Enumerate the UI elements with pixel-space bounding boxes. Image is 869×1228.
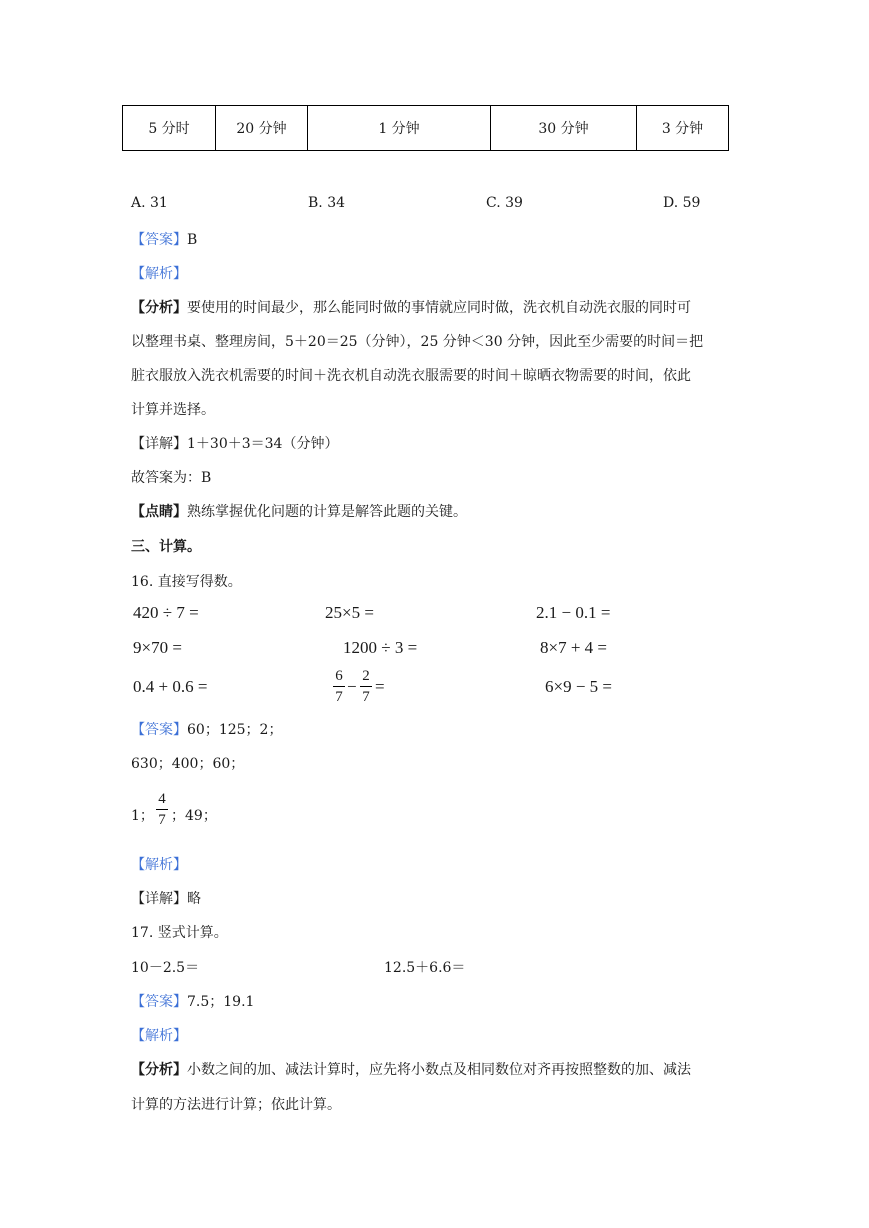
analysis-text <box>131 297 691 317</box>
question-16-title: 16. 直接写得数。 <box>131 574 242 590</box>
table-cell: 5 分时 <box>123 106 216 151</box>
fraction-bar <box>156 809 168 810</box>
equals-sign: = <box>375 677 385 696</box>
analysis-text: 以整理书桌、整理房间，5＋20＝25（分钟），25 分钟＜30 分钟，因此至少需要的时间＝把 <box>131 334 704 350</box>
math-expression: 25×5 = <box>325 603 374 622</box>
table-cell: 3 分钟 <box>637 106 729 151</box>
option-d: D. 59 <box>663 195 701 211</box>
fraction-denominator: 7 <box>362 689 370 705</box>
fraction-denominator: 7 <box>335 689 343 705</box>
analysis-tag: 【解析】 <box>131 857 187 873</box>
table-row <box>123 106 729 151</box>
answer-line <box>131 229 197 249</box>
detail-text: 略 <box>187 891 201 907</box>
fenxi-tag: 【分析】 <box>131 1062 187 1078</box>
answer-value: B <box>187 232 198 248</box>
answer-line <box>131 719 282 739</box>
conclusion-line: 故答案为：B <box>131 470 212 486</box>
math-expression: 12.5＋6.6＝ <box>384 960 466 976</box>
answer-value: 7.5；19.1 <box>187 994 255 1010</box>
table-cell: 20 分钟 <box>216 106 308 151</box>
analysis-text: 脏衣服放入洗衣机需要的时间＋洗衣机自动洗衣服需要的时间＋晾晒衣物需要的时间，依此 <box>131 368 691 384</box>
fraction-numerator: 6 <box>335 668 343 684</box>
answer-line <box>131 991 254 1011</box>
detail-line <box>131 888 201 908</box>
section-title: 三、计算。 <box>131 539 201 555</box>
math-expression: 1200 ÷ 3 = <box>343 638 418 657</box>
fraction-numerator: 4 <box>158 791 166 807</box>
option-c: C. 39 <box>486 195 523 211</box>
fraction <box>360 667 372 706</box>
detail-tag: 【详解】 <box>131 436 187 452</box>
analysis-text <box>131 1059 691 1079</box>
option-b: B. 34 <box>308 195 346 211</box>
answer-tag: 【答案】 <box>131 232 187 248</box>
fenxi-text: 要使用的时间最少，那么能同时做的事情就应同时做，洗衣机自动洗衣服的同时可 <box>187 300 691 316</box>
dianjing-tag: 【点睛】 <box>131 504 187 520</box>
math-expression: 8×7 + 4 = <box>540 638 608 657</box>
option-a: A. 31 <box>131 195 168 211</box>
math-expression: 10－2.5＝ <box>131 960 200 976</box>
answer-value: 60；125；2； <box>187 722 283 738</box>
detail-line <box>131 433 338 453</box>
dianjing-line <box>131 501 467 521</box>
analysis-text: 计算并选择。 <box>131 402 215 418</box>
analysis-tag: 【解析】 <box>131 266 187 282</box>
math-expression: 2.1 − 0.1 = <box>536 603 611 622</box>
answer-tag: 【答案】 <box>131 722 187 738</box>
question-17-title: 17. 竖式计算。 <box>131 925 228 941</box>
dianjing-text: 熟练掌握优化问题的计算是解答此题的关键。 <box>187 504 467 520</box>
fraction-bar <box>333 686 345 687</box>
fraction-bar <box>360 686 372 687</box>
analysis-tag: 【解析】 <box>131 1028 187 1044</box>
fraction-numerator: 2 <box>362 668 370 684</box>
answer-line: 1； <box>131 808 154 824</box>
table-cell: 30 分钟 <box>491 106 637 151</box>
math-expression: 9×70 = <box>133 638 182 657</box>
math-expression: 420 ÷ 7 = <box>133 603 199 622</box>
fraction <box>333 667 345 706</box>
math-expression: 6×9 − 5 = <box>545 677 613 696</box>
answer-line: 630；400；60； <box>131 756 245 772</box>
time-table <box>122 105 729 151</box>
analysis-text: 计算的方法进行计算；依此计算。 <box>131 1097 341 1113</box>
fraction <box>156 790 168 829</box>
table-cell: 1 分钟 <box>308 106 491 151</box>
minus-sign: − <box>347 677 357 696</box>
fenxi-text: 小数之间的加、减法计算时，应先将小数点及相同数位对齐再按照整数的加、减法 <box>187 1062 691 1078</box>
answer-line: ；49； <box>171 808 217 824</box>
detail-tag: 【详解】 <box>131 891 187 907</box>
fraction-denominator: 7 <box>158 812 166 828</box>
answer-tag: 【答案】 <box>131 994 187 1010</box>
fenxi-tag: 【分析】 <box>131 300 187 316</box>
math-expression: 0.4 + 0.6 = <box>133 677 208 696</box>
detail-text: 1＋30＋3＝34（分钟） <box>187 436 339 452</box>
